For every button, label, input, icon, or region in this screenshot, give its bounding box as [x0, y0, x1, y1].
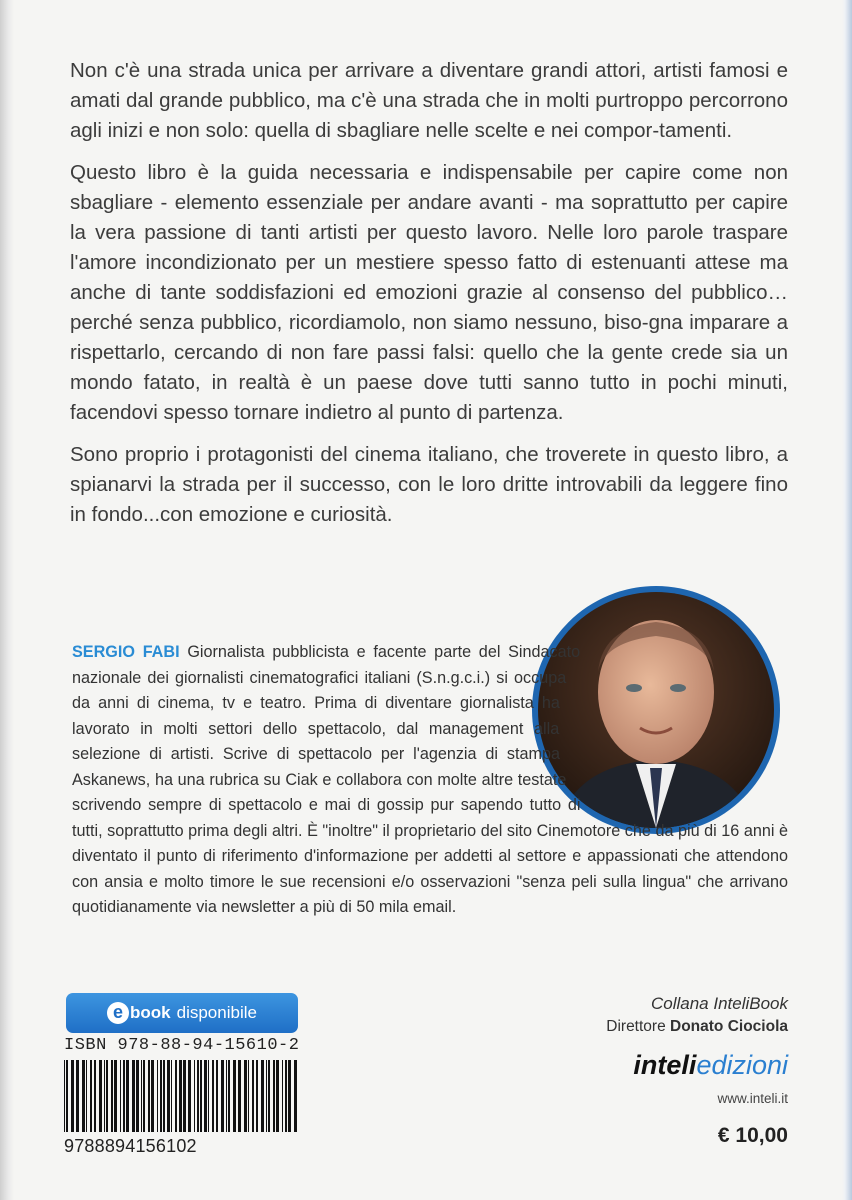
left-edge-shadow — [0, 0, 14, 1200]
barcode-bar — [252, 1060, 254, 1132]
intro-text — [70, 56, 788, 542]
barcode-bar — [167, 1060, 170, 1132]
intro-paragraph: Non c'è una strada unica per arrivare a diventare grandi attori, artisti famosi e amati dal grande pubblico, ma c'è una strada che in molti purtroppo percorrono agli inizi e non solo: quella di sbagliare nelle scelte e nei compor-tamenti. — [70, 59, 788, 142]
ebook-label: book — [130, 1003, 171, 1022]
series-director — [606, 1018, 788, 1036]
barcode-bar — [248, 1060, 249, 1132]
ebook-available-label: disponibile — [176, 1003, 257, 1022]
barcode-bar — [288, 1060, 291, 1132]
barcode-bar — [261, 1060, 264, 1132]
author-bio — [72, 640, 788, 921]
barcode-bar — [226, 1060, 227, 1132]
logo-part-edizioni: edizioni — [696, 1050, 788, 1080]
barcode-bar — [221, 1060, 224, 1132]
barcode-bar — [194, 1060, 195, 1132]
ebook-e-icon: e — [107, 1002, 129, 1024]
isbn-label: ISBN 978-88-94-15610-2 — [64, 1036, 300, 1055]
director-label: Direttore — [606, 1018, 666, 1035]
barcode-bar — [157, 1060, 158, 1132]
barcode-bar — [71, 1060, 74, 1132]
barcode-bar — [82, 1060, 85, 1132]
bio-text: Giornalista pubblicista e facente parte del Sindacato nazionale dei giornalisti cinematografici italiani (S.n.g.c.i.) si occupa da anni di cinema, tv e teatro. Prima di diventare giornalista ha lavorato in molti settori dello spettacolo, dal management alla selezione di artisti. Scrive di spettacolo per l'agenzia di stampa Askanews, ha una rubrica su Ciak e collabora con molte altre testate scrivendo sempre di spettacolo e mai di gossip pur sapendo tutto di tutti, soprattutto prima degli altri. È "inoltre" il proprietario del sito Cinemotore che da più di 16 anni è diventato il punto di riferimento d'informazione per addetti al settore e appassionati che attendono con ansia e molto timore le sue recensioni e/o osservazioni "senza peli sulla lingua" che arrivano quotidianamente via newsletter a più di 50 mila email. — [72, 643, 788, 916]
publisher-block — [606, 994, 788, 1148]
barcode-bar — [94, 1060, 96, 1132]
barcode-bar — [266, 1060, 267, 1132]
barcode-bar — [151, 1060, 154, 1132]
barcode-bar — [273, 1060, 275, 1132]
barcode-bar — [114, 1060, 117, 1132]
barcode-bar — [244, 1060, 247, 1132]
series-name: Collana InteliBook — [650, 994, 788, 1013]
barcode-bar — [66, 1060, 68, 1132]
barcode-bar — [188, 1060, 191, 1132]
barcode-bar — [175, 1060, 177, 1132]
logo-part-inteli: inteli — [633, 1050, 697, 1080]
barcode-bar — [268, 1060, 270, 1132]
barcode-number: 9788894156102 — [64, 1136, 197, 1156]
barcode-bar — [120, 1060, 121, 1132]
barcode-bar — [123, 1060, 125, 1132]
barcode-bar — [99, 1060, 102, 1132]
barcode-bar — [90, 1060, 92, 1132]
barcode-bar — [276, 1060, 279, 1132]
author-name: SERGIO FABI — [72, 643, 180, 661]
barcode-bar — [160, 1060, 162, 1132]
barcode-bar — [104, 1060, 105, 1132]
barcode-bar — [163, 1060, 165, 1132]
barcode-bar — [136, 1060, 139, 1132]
barcode-bar — [106, 1060, 108, 1132]
barcode-bar — [200, 1060, 202, 1132]
barcode-bar — [285, 1060, 287, 1132]
barcode-bar — [204, 1060, 207, 1132]
barcode-bar — [216, 1060, 218, 1132]
intro-paragraph: Questo libro è la guida necessaria e indispensabile per capire come non sbagliare - elemento essenziale per andare avanti - ma soprattutto per capire la vera passione di tanti artisti per questo lavoro. Nelle loro parole traspare l'amore incondizionato per un mestiere spesso fatto di estenuanti attese ma anche di tante soddisfazioni ed emozioni grazie al consenso del pubblico… perché senza pubblico, ricordiamolo, non siamo nessuno, biso-gna imparare a rispettarlo, cercando di non fare passi falsi: quello che la gente crede sia un mondo fatato, in realtà è un paese dove tutti sanno tutto in pochi minuti, facendovi spesso tornare indietro al punto di partenza. — [70, 161, 788, 424]
director-name: Donato Ciociola — [670, 1018, 788, 1035]
barcode-bar — [86, 1060, 87, 1132]
barcode-bar — [126, 1060, 129, 1132]
barcode-bar — [228, 1060, 230, 1132]
barcode — [62, 1060, 302, 1132]
barcode-bar — [64, 1060, 65, 1132]
price: € 10,00 — [717, 1124, 788, 1147]
barcode-bar — [212, 1060, 214, 1132]
photo-wrap-space — [554, 588, 804, 818]
barcode-bar — [171, 1060, 172, 1132]
barcode-bar — [294, 1060, 297, 1132]
publisher-logo — [606, 1050, 788, 1081]
barcode-bar — [111, 1060, 113, 1132]
barcode-bar — [183, 1060, 186, 1132]
ebook-available-badge — [66, 993, 298, 1033]
right-edge-shadow — [842, 0, 852, 1200]
publisher-website: www.inteli.it — [717, 1091, 788, 1106]
barcode-bar — [132, 1060, 135, 1132]
intro-paragraph: Sono proprio i protagonisti del cinema italiano, che troverete in questo libro, a spianarvi la strada per il successo, con le loro dritte introvabili da leggere fino in fondo...con emozione e curiosità. — [70, 443, 788, 526]
barcode-bar — [141, 1060, 142, 1132]
barcode-bar — [143, 1060, 145, 1132]
barcode-bar — [282, 1060, 283, 1132]
barcode-bar — [179, 1060, 182, 1132]
barcode-bar — [76, 1060, 79, 1132]
barcode-bar — [256, 1060, 258, 1132]
barcode-bar — [148, 1060, 150, 1132]
barcode-bar — [208, 1060, 209, 1132]
barcode-bar — [233, 1060, 236, 1132]
barcode-bar — [197, 1060, 199, 1132]
barcode-bar — [238, 1060, 241, 1132]
